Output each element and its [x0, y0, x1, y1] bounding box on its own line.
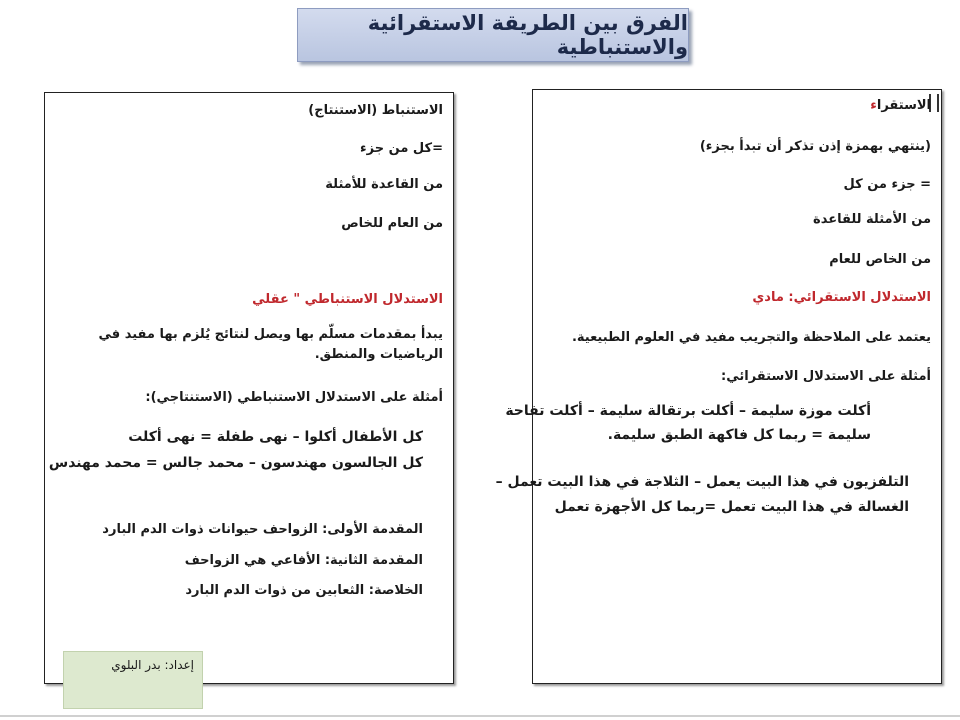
induction-example-1-line-2: سليمة = ربما كل فاكهة الطبق سليمة. — [607, 427, 871, 443]
credit-box — [63, 651, 203, 709]
credit-text: إعداد: بدر البلوي — [111, 658, 194, 672]
induction-description: يعتمد على الملاحظة والتجريب مفيد في العلوم الطبيعية. — [571, 330, 931, 345]
deduction-line-1: =كل من جزء — [360, 141, 443, 156]
deduction-premise-1: المقدمة الأولى: الزواحف حيوانات ذوات الدم البارد — [102, 522, 423, 537]
deduction-conclusion: الخلاصة: الثعابين من ذوات الدم البارد — [185, 583, 423, 598]
deduction-premise-2: المقدمة الثانية: الأفاعي هي الزواحف — [184, 553, 423, 568]
induction-line-3: من الأمثلة للقاعدة — [813, 212, 931, 227]
induction-line-2: = جزء من كل — [843, 177, 931, 192]
induction-examples-heading: أمثلة على الاستدلال الاستقرائي: — [721, 369, 931, 384]
induction-example-1-line-1: أكلت موزة سليمة – أكلت برتقالة سليمة – أكلت تفاحة — [505, 403, 871, 419]
deduction-line-2: من القاعدة للأمثلة — [325, 177, 443, 192]
induction-heading — [870, 98, 931, 113]
induction-heading-text: الاستقرا — [876, 98, 931, 113]
title-banner — [297, 8, 689, 62]
deduction-example-2: كل الجالسون مهندسون – محمد جالس = محمد مهندس — [48, 455, 423, 471]
deduction-example-1: كل الأطفال أكلوا – نهى طفلة = نهى أكلت — [128, 429, 423, 445]
induction-reasoning: الاستدلال الاستقرائي: مادي — [752, 290, 931, 305]
deduction-heading: الاستنباط (الاستنتاج) — [308, 103, 443, 118]
induction-heading-hamza: ء — [870, 98, 877, 113]
bottom-divider — [0, 715, 960, 717]
induction-line-4: من الخاص للعام — [829, 252, 931, 267]
deduction-panel — [44, 92, 454, 684]
induction-line-1: (ينتهي بهمزة إذن تذكر أن تبدأ بجزء) — [699, 139, 931, 154]
deduction-examples-heading: أمثلة على الاستدلال الاستنباطي (الاستنتاجي): — [145, 390, 443, 405]
deduction-line-3: من العام للخاص — [341, 216, 443, 231]
deduction-description: يبدأ بمقدمات مسلّم بها ويصل لنتائج يُلزم بها مفيد في الرياضيات والمنطق. — [98, 327, 443, 362]
deduction-reasoning: الاستدلال الاستنباطي " عقلي — [252, 292, 443, 307]
page-title: الفرق بين الطريقة الاستقرائية والاستنباطية — [367, 11, 688, 59]
induction-example-2-line-1: التلفزيون في هذا البيت يعمل – الثلاجة في هذا البيت تعمل – — [495, 474, 909, 490]
induction-panel — [495, 89, 942, 684]
induction-example-2-line-2: الغسالة في هذا البيت تعمل =ربما كل الأجهزة تعمل — [554, 499, 909, 515]
